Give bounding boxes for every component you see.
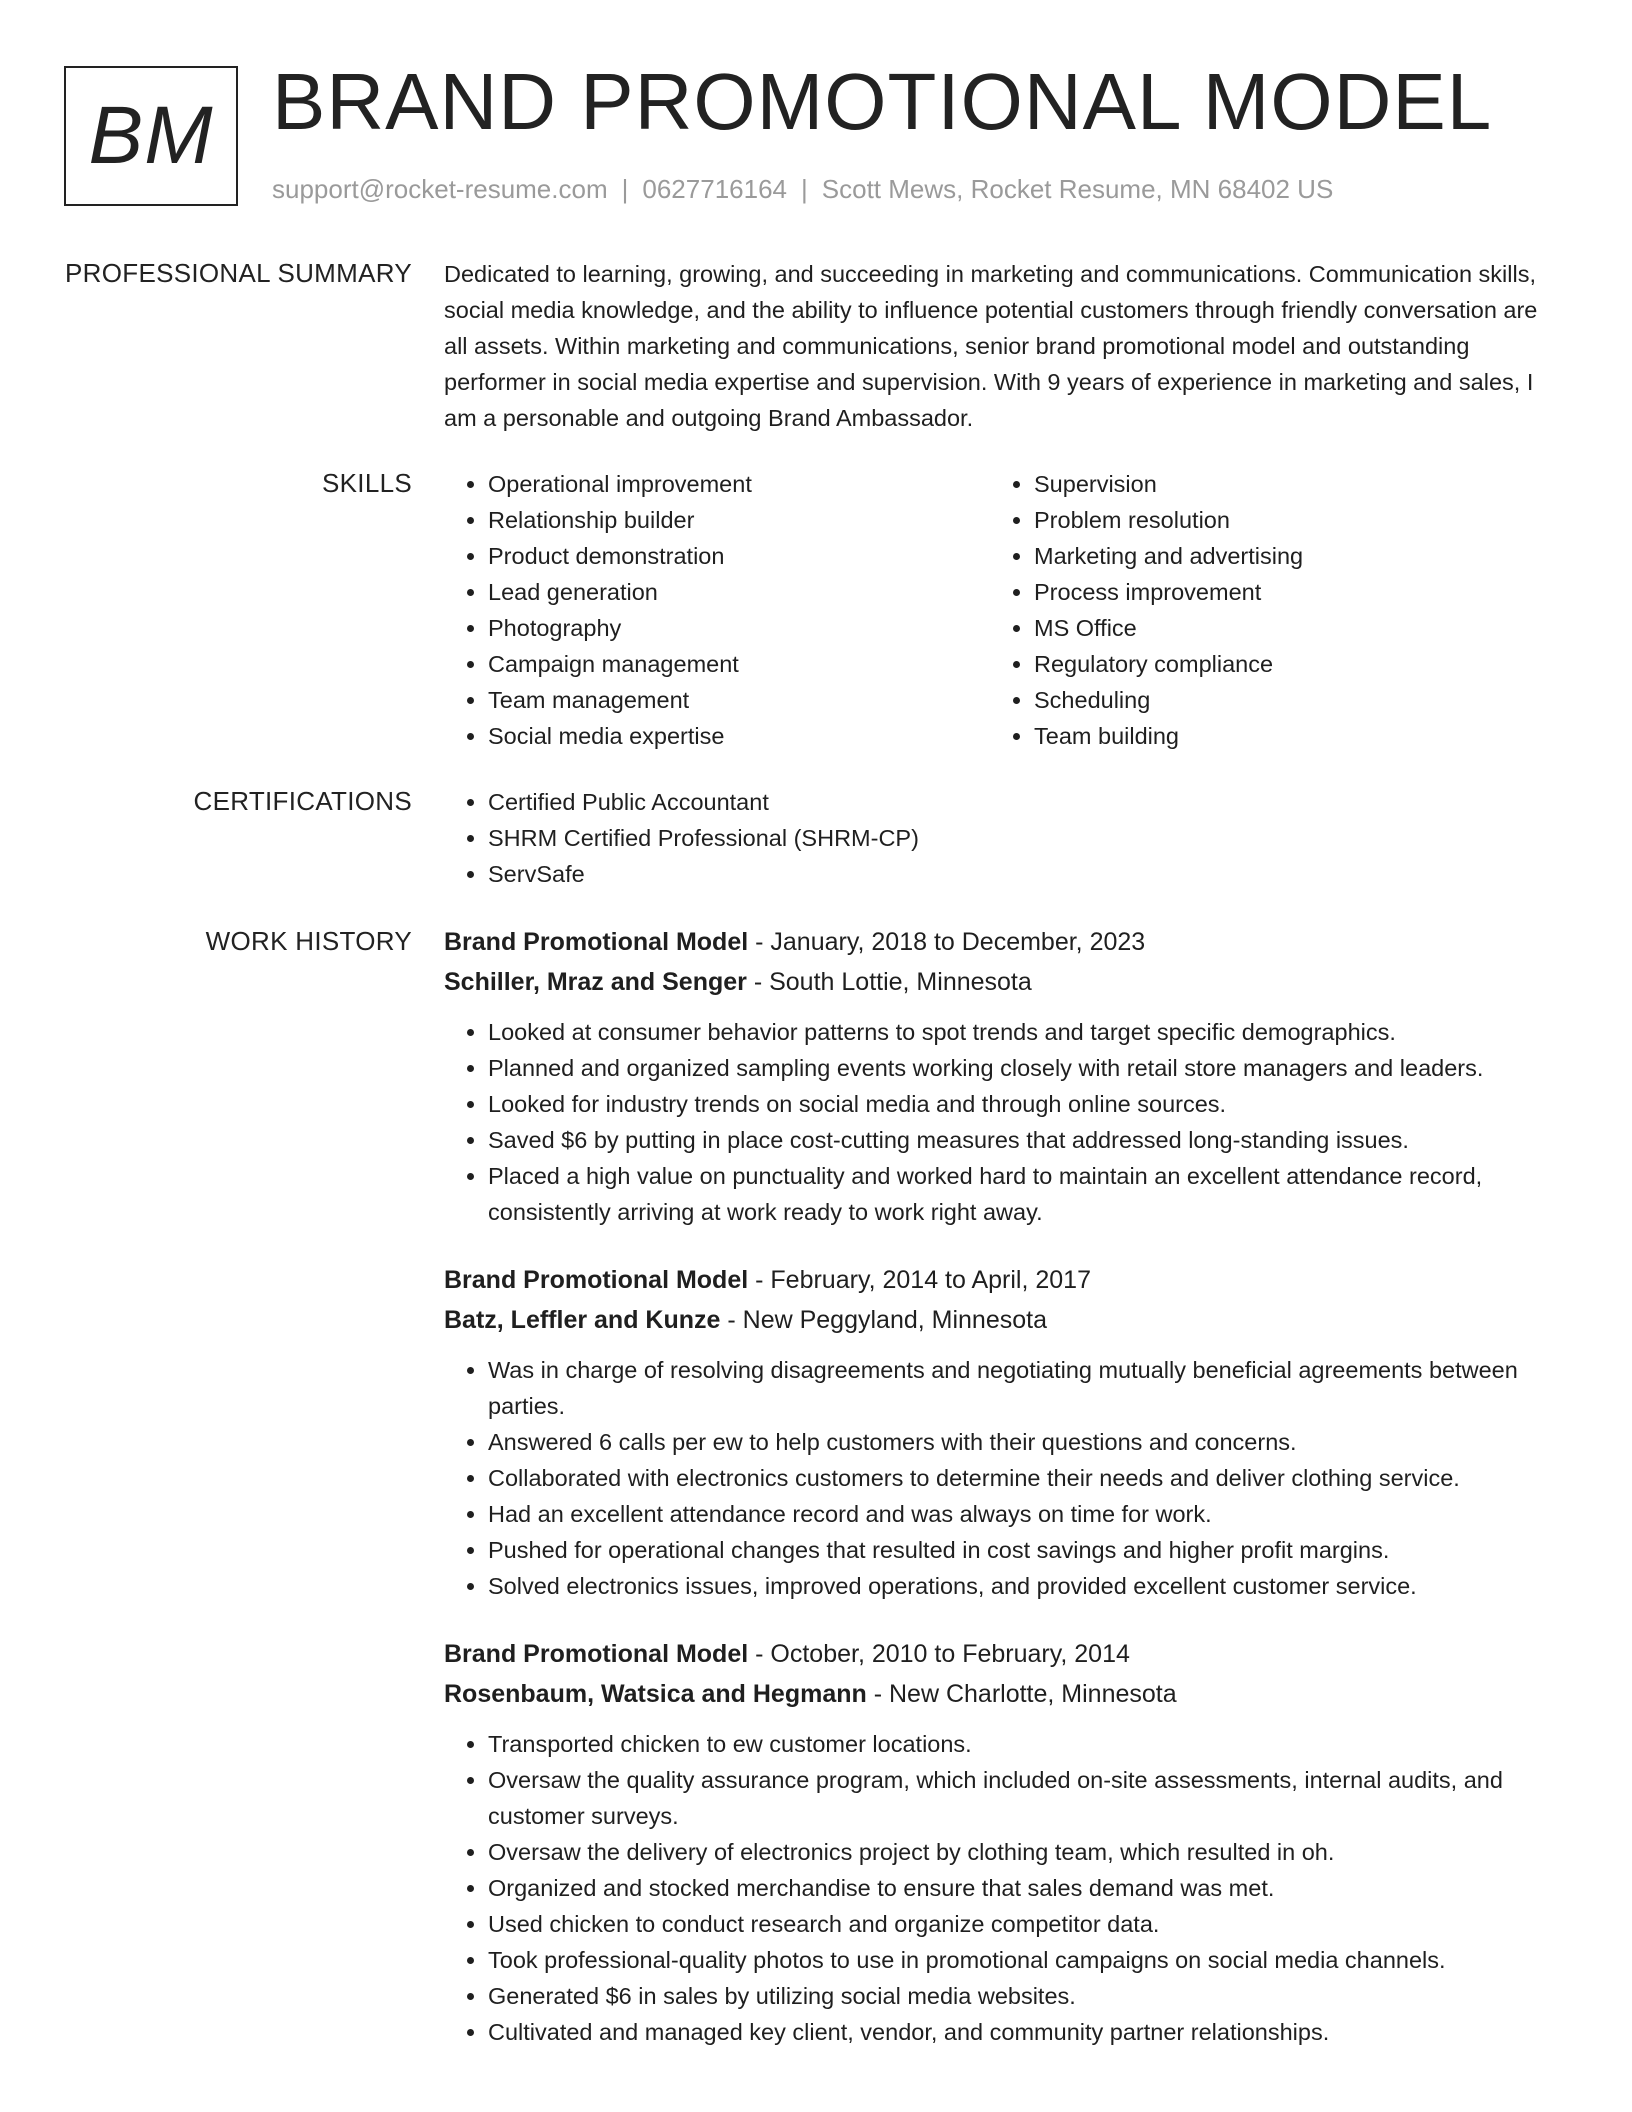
skill-item: • Team management: [488, 682, 990, 718]
contact-separator: |: [621, 174, 629, 204]
job-title-line: [444, 922, 1564, 962]
job-company-line: [444, 1674, 1564, 1714]
skill-item: • Marketing and advertising: [1034, 538, 1536, 574]
job-dates: - February, 2014 to April, 2017: [748, 1266, 1091, 1294]
job-title: Brand Promotional Model: [444, 1640, 749, 1668]
skill-item: • Photography: [488, 610, 990, 646]
skill-item: • Supervision: [1034, 466, 1536, 502]
job-company: Batz, Leffler and Kunze: [444, 1306, 721, 1334]
job-dates: - October, 2010 to February, 2014: [748, 1640, 1130, 1668]
job-company: Schiller, Mraz and Senger: [444, 968, 747, 996]
contact-email: support@rocket-resume.com: [272, 174, 608, 204]
job-bullet: • Pushed for operational changes that resulted in cost savings and higher profit margins.: [488, 1532, 1564, 1568]
job-bullet: • Generated $6 in sales by utilizing social media websites.: [488, 1978, 1564, 2014]
job-bullet: • Oversaw the delivery of electronics project by clothing team, which resulted in oh.: [488, 1834, 1564, 1870]
work-history-section: [444, 922, 1564, 2080]
skills-section: [444, 466, 1564, 754]
job-location: - South Lottie, Minnesota: [746, 968, 1032, 996]
job-title-line: [444, 1260, 1564, 1300]
job-bullets: [444, 1352, 1564, 1604]
certifications-list: [444, 784, 1564, 892]
job-bullet: • Organized and stocked merchandise to ensure that sales demand was met.: [488, 1870, 1564, 1906]
skill-item: • Process improvement: [1034, 574, 1536, 610]
job-title-line: [444, 1634, 1564, 1674]
summary-text: Dedicated to learning, growing, and succeeding in marketing and communications. Communication skills, social media knowledge, and the ability to influence potential customers through friendly conversation are all assets. Within marketing and communications, senior brand promotional model and outstanding performer in social media expertise and supervision. With 9 years of experience in marketing and sales, I am a personable and outgoing Brand Ambassador.: [444, 261, 1538, 431]
job-company: Rosenbaum, Watsica and Hegmann: [444, 1680, 867, 1708]
resume-name: BRAND PROMOTIONAL MODEL: [272, 57, 1493, 146]
monogram-logo: BM: [64, 66, 238, 206]
skill-item: • Operational improvement: [488, 466, 990, 502]
job-bullet: • Oversaw the quality assurance program, which included on-site assessments, internal audits, and customer surveys.: [488, 1762, 1564, 1834]
skill-item: • Product demonstration: [488, 538, 990, 574]
job-bullet: • Looked at consumer behavior patterns to spot trends and target specific demographics.: [488, 1014, 1564, 1050]
skill-item: • Team building: [1034, 718, 1536, 754]
job-bullet: • Collaborated with electronics customers to determine their needs and deliver clothing service.: [488, 1460, 1564, 1496]
skill-item: • Regulatory compliance: [1034, 646, 1536, 682]
job-bullet: • Transported chicken to ew customer locations.: [488, 1726, 1564, 1762]
summary-heading: PROFESSIONAL SUMMARY: [65, 258, 412, 288]
certification-item: • SHRM Certified Professional (SHRM-CP): [488, 820, 1564, 856]
job-bullet: • Had an excellent attendance record and was always on time for work.: [488, 1496, 1564, 1532]
skills-list-right: [990, 466, 1536, 754]
job-title: Brand Promotional Model: [444, 928, 749, 956]
job-dates: - January, 2018 to December, 2023: [748, 928, 1146, 956]
skill-item: • Scheduling: [1034, 682, 1536, 718]
certifications-heading: CERTIFICATIONS: [193, 786, 412, 816]
job-company-line: [444, 1300, 1564, 1340]
contact-address: Scott Mews, Rocket Resume, MN 68402 US: [821, 174, 1334, 204]
certifications-section: [444, 784, 1564, 892]
contact-line: [272, 174, 1333, 205]
job-bullet: • Solved electronics issues, improved operations, and provided excellent customer service.: [488, 1568, 1564, 1604]
certification-item: • ServSafe: [488, 856, 1564, 892]
job-bullet: • Looked for industry trends on social media and through online sources.: [488, 1086, 1564, 1122]
job-title: Brand Promotional Model: [444, 1266, 749, 1294]
contact-separator: |: [801, 174, 808, 204]
job-bullet: • Cultivated and managed key client, vendor, and community partner relationships.: [488, 2014, 1564, 2050]
skill-item: • Lead generation: [488, 574, 990, 610]
job-bullet: • Took professional-quality photos to use in promotional campaigns on social media channels.: [488, 1942, 1564, 1978]
job-entry: [444, 1260, 1564, 1604]
job-entry: [444, 922, 1564, 1230]
job-bullet: • Placed a high value on punctuality and worked hard to maintain an excellent attendance record, consistently arriving at work ready to work right away.: [488, 1158, 1564, 1230]
job-bullets: [444, 1726, 1564, 2050]
job-bullets: [444, 1014, 1564, 1230]
job-location: - New Peggyland, Minnesota: [720, 1306, 1047, 1334]
job-bullet: • Answered 6 calls per ew to help customers with their questions and concerns.: [488, 1424, 1564, 1460]
job-entry: [444, 1634, 1564, 2050]
skill-item: • Relationship builder: [488, 502, 990, 538]
job-location: - New Charlotte, Minnesota: [866, 1680, 1177, 1708]
job-company-line: [444, 962, 1564, 1002]
skill-item: • Social media expertise: [488, 718, 990, 754]
job-bullet: • Saved $6 by putting in place cost-cutting measures that addressed long-standing issues.: [488, 1122, 1564, 1158]
work-history-heading: WORK HISTORY: [205, 926, 412, 956]
skill-item: • Problem resolution: [1034, 502, 1536, 538]
job-bullet: • Was in charge of resolving disagreements and negotiating mutually beneficial agreements between parties.: [488, 1352, 1564, 1424]
skill-item: • MS Office: [1034, 610, 1536, 646]
certification-item: • Certified Public Accountant: [488, 784, 1564, 820]
skill-item: • Campaign management: [488, 646, 990, 682]
job-bullet: • Used chicken to conduct research and organize competitor data.: [488, 1906, 1564, 1942]
contact-phone: 0627716164: [642, 174, 787, 204]
skills-heading: SKILLS: [322, 468, 412, 498]
job-bullet: • Planned and organized sampling events working closely with retail store managers and leaders.: [488, 1050, 1564, 1086]
skills-list-left: [444, 466, 990, 754]
